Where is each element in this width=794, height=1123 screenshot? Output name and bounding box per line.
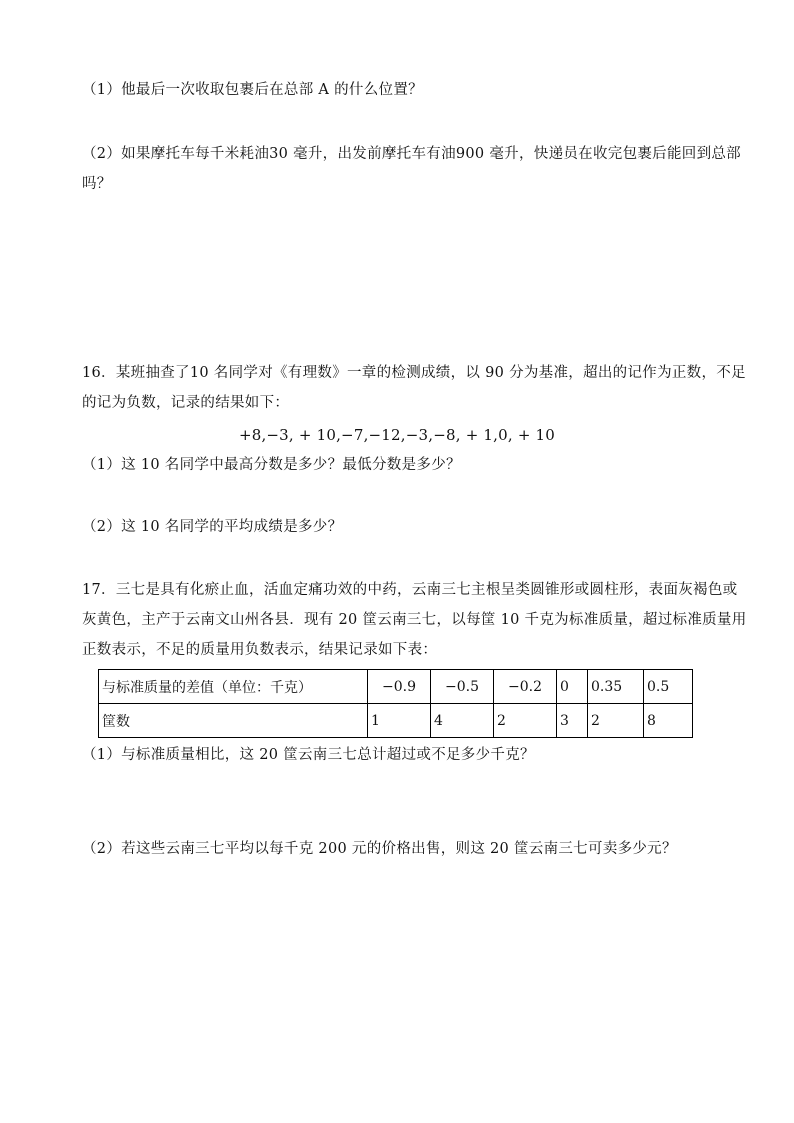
table-cell: −0.9 [368, 670, 431, 704]
problem17-stem-line3: 正数表示，不足的质量用负数表示，结果记录如下表： [82, 642, 438, 658]
table-cell: 2 [588, 704, 644, 738]
table-cell: 0 [557, 670, 588, 704]
problem15-question2-line1: （2）如果摩托车每千米耗油30 毫升，出发前摩托车有油900 毫升，快递员在收完包裹后能回到总部 [82, 146, 741, 162]
problem16-question2: （2）这 10 名同学的平均成绩是多少？ [82, 519, 343, 535]
problem15-question1: （1）他最后一次收取包裹后在总部 A 的什么位置？ [82, 82, 423, 98]
problem16-scores-formula: +8,−3, + 10,−7,−12,−3,−8, + 1,0, + 10 [238, 426, 556, 444]
table-cell: 4 [431, 704, 494, 738]
table-row-differences [99, 670, 693, 704]
table-cell: −0.5 [431, 670, 494, 704]
table-cell: 2 [494, 704, 557, 738]
problem16-stem-line1: 16．某班抽查了10 名同学对《有理数》一章的检测成绩，以 90 分为基准，超出的记作为正数，不足 [82, 365, 746, 381]
table-cell: 8 [644, 704, 693, 738]
problem17-question2: （2）若这些云南三七平均以每千克 200 元的价格出售，则这 20 筐云南三七可卖多少元？ [82, 841, 677, 857]
table-header-difference: 与标准质量的差值（单位：千克） [99, 670, 368, 704]
problem17-question1: （1）与标准质量相比，这 20 筐云南三七总计超过或不足多少千克？ [82, 747, 535, 763]
problem16-question1: （1）这 10 名同学中最高分数是多少？最低分数是多少？ [82, 457, 461, 473]
problem17-stem-line2: 灰黄色，主产于云南文山州各县．现有 20 筐云南三七，以每筐 10 千克为标准质量，超过标准质量用 [82, 612, 747, 628]
table-cell: 1 [368, 704, 431, 738]
problem15-question2-line2: 吗？ [82, 176, 112, 192]
table-row-counts [99, 704, 693, 738]
problem16-stem-line2: 的记为负数，记录的结果如下： [82, 395, 290, 411]
weight-difference-table [98, 669, 693, 738]
table-cell: 3 [557, 704, 588, 738]
problem17-stem-line1: 17．三七是具有化瘀止血，活血定痛功效的中药，云南三七主根呈类圆锥形或圆柱形，表面灰褐色或 [82, 582, 738, 598]
table-cell: 0.35 [588, 670, 644, 704]
table-cell: 0.5 [644, 670, 693, 704]
table-cell: −0.2 [494, 670, 557, 704]
table-header-count: 筐数 [99, 704, 368, 738]
